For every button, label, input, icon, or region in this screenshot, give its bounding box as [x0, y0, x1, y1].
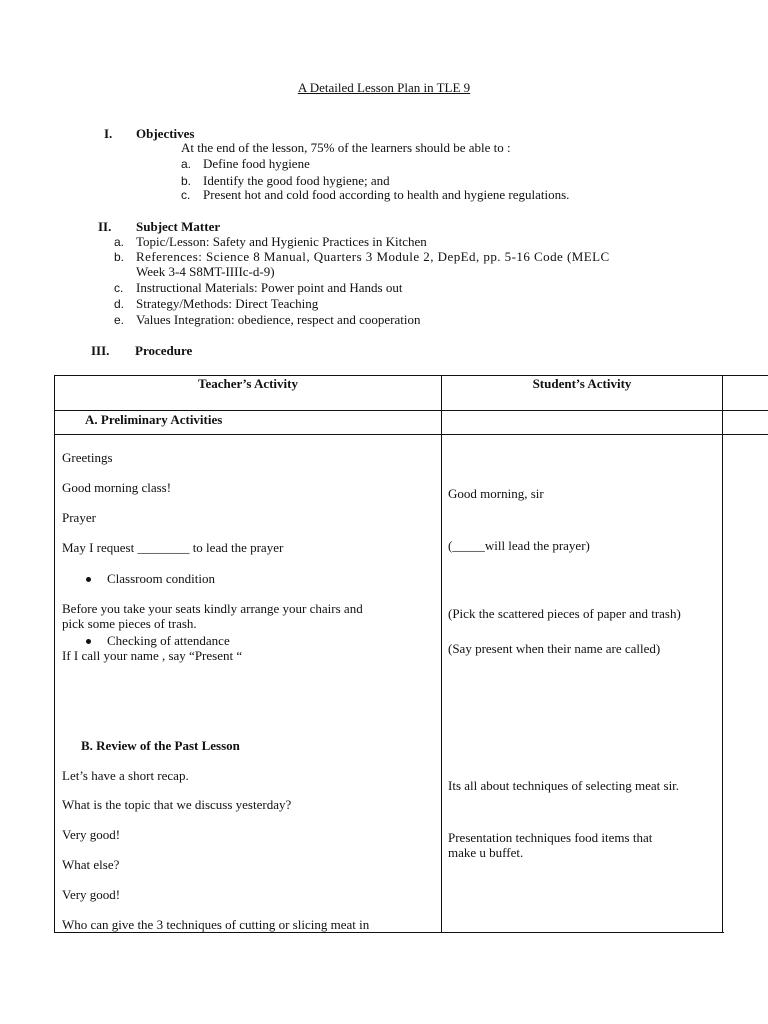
teacher-line: Very good!: [62, 827, 121, 842]
objective-item: Present hot and cold food according to health and hygiene regulations.: [203, 187, 570, 202]
subject-item: Strategy/Methods: Direct Teaching: [136, 296, 319, 311]
objectives-intro: At the end of the lesson, 75% of the learners should be able to :: [181, 140, 511, 155]
teacher-line: Classroom condition: [107, 571, 215, 586]
table-border-left: [54, 375, 55, 933]
teacher-line: Let’s have a short recap.: [62, 768, 189, 783]
section-preliminary-activities: A. Preliminary Activities: [85, 412, 223, 427]
student-line: (Say present when their name are called): [448, 641, 661, 656]
objective-marker: b.: [181, 174, 192, 188]
teacher-line: What else?: [62, 857, 120, 872]
teacher-line: Prayer: [62, 510, 96, 525]
subject-item-continued: Week 3-4 S8MT-IIIIc-d-9): [136, 264, 275, 279]
subject-marker: e.: [114, 313, 125, 327]
table-column-divider: [441, 375, 442, 933]
subject-item: References: Science 8 Manual, Quarters 3 Module 2, DepEd, pp. 5-16 Code (MELC: [136, 249, 610, 264]
teacher-line: Before you take your seats kindly arrange your chairs and: [62, 601, 363, 616]
objectives-numeral: I.: [104, 126, 113, 141]
objectives-heading: Objectives: [136, 126, 195, 141]
section-review-past-lesson: B. Review of the Past Lesson: [81, 738, 240, 753]
teacher-line: Who can give the 3 techniques of cutting or slicing meat in: [62, 917, 370, 932]
objective-item: Define food hygiene: [203, 156, 310, 171]
student-activity-header: Student’s Activity: [532, 376, 632, 391]
subject-marker: b.: [114, 250, 125, 264]
student-line: Its all about techniques of selecting meat sir.: [448, 778, 680, 793]
teacher-line: What is the topic that we discuss yesterday?: [62, 797, 292, 812]
subject-item: Instructional Materials: Power point and Hands out: [136, 280, 403, 295]
teacher-line: May I request ________ to lead the prayer: [62, 540, 284, 555]
student-line: (Pick the scattered pieces of paper and trash): [448, 606, 681, 621]
teacher-line: Very good!: [62, 887, 121, 902]
subject-matter-numeral: II.: [98, 219, 112, 234]
table-divider: [54, 410, 768, 411]
subject-item: Topic/Lesson: Safety and Hygienic Practices in Kitchen: [136, 234, 427, 249]
objective-marker: a.: [181, 157, 192, 171]
procedure-heading: Procedure: [135, 343, 193, 358]
teacher-line: If I call your name , say “Present “: [62, 648, 243, 663]
subject-item: Values Integration: obedience, respect and cooperation: [136, 312, 421, 327]
subject-marker: a.: [114, 235, 125, 249]
objective-item: Identify the good food hygiene; and: [203, 173, 390, 188]
student-line: (_____will lead the prayer): [448, 538, 590, 553]
document-title: A Detailed Lesson Plan in TLE 9: [297, 80, 471, 95]
subject-marker: d.: [114, 297, 125, 311]
teacher-line: Checking of attendance: [107, 633, 230, 648]
student-line: make u buffet.: [448, 845, 524, 860]
procedure-numeral: III.: [91, 343, 110, 358]
subject-matter-heading: Subject Matter: [136, 219, 221, 234]
teacher-line: Greetings: [62, 450, 113, 465]
subject-marker: c.: [114, 281, 124, 295]
teacher-line: Good morning class!: [62, 480, 172, 495]
table-column-divider: [722, 375, 723, 933]
objective-marker: c.: [181, 188, 191, 202]
student-line: Good morning, sir: [448, 486, 544, 501]
bullet-icon: [86, 577, 91, 582]
student-line: Presentation techniques food items that: [448, 830, 653, 845]
table-divider: [54, 434, 768, 435]
teacher-line: pick some pieces of trash.: [62, 616, 197, 631]
teacher-activity-header: Teacher’s Activity: [197, 376, 298, 391]
bullet-icon: [86, 639, 91, 644]
